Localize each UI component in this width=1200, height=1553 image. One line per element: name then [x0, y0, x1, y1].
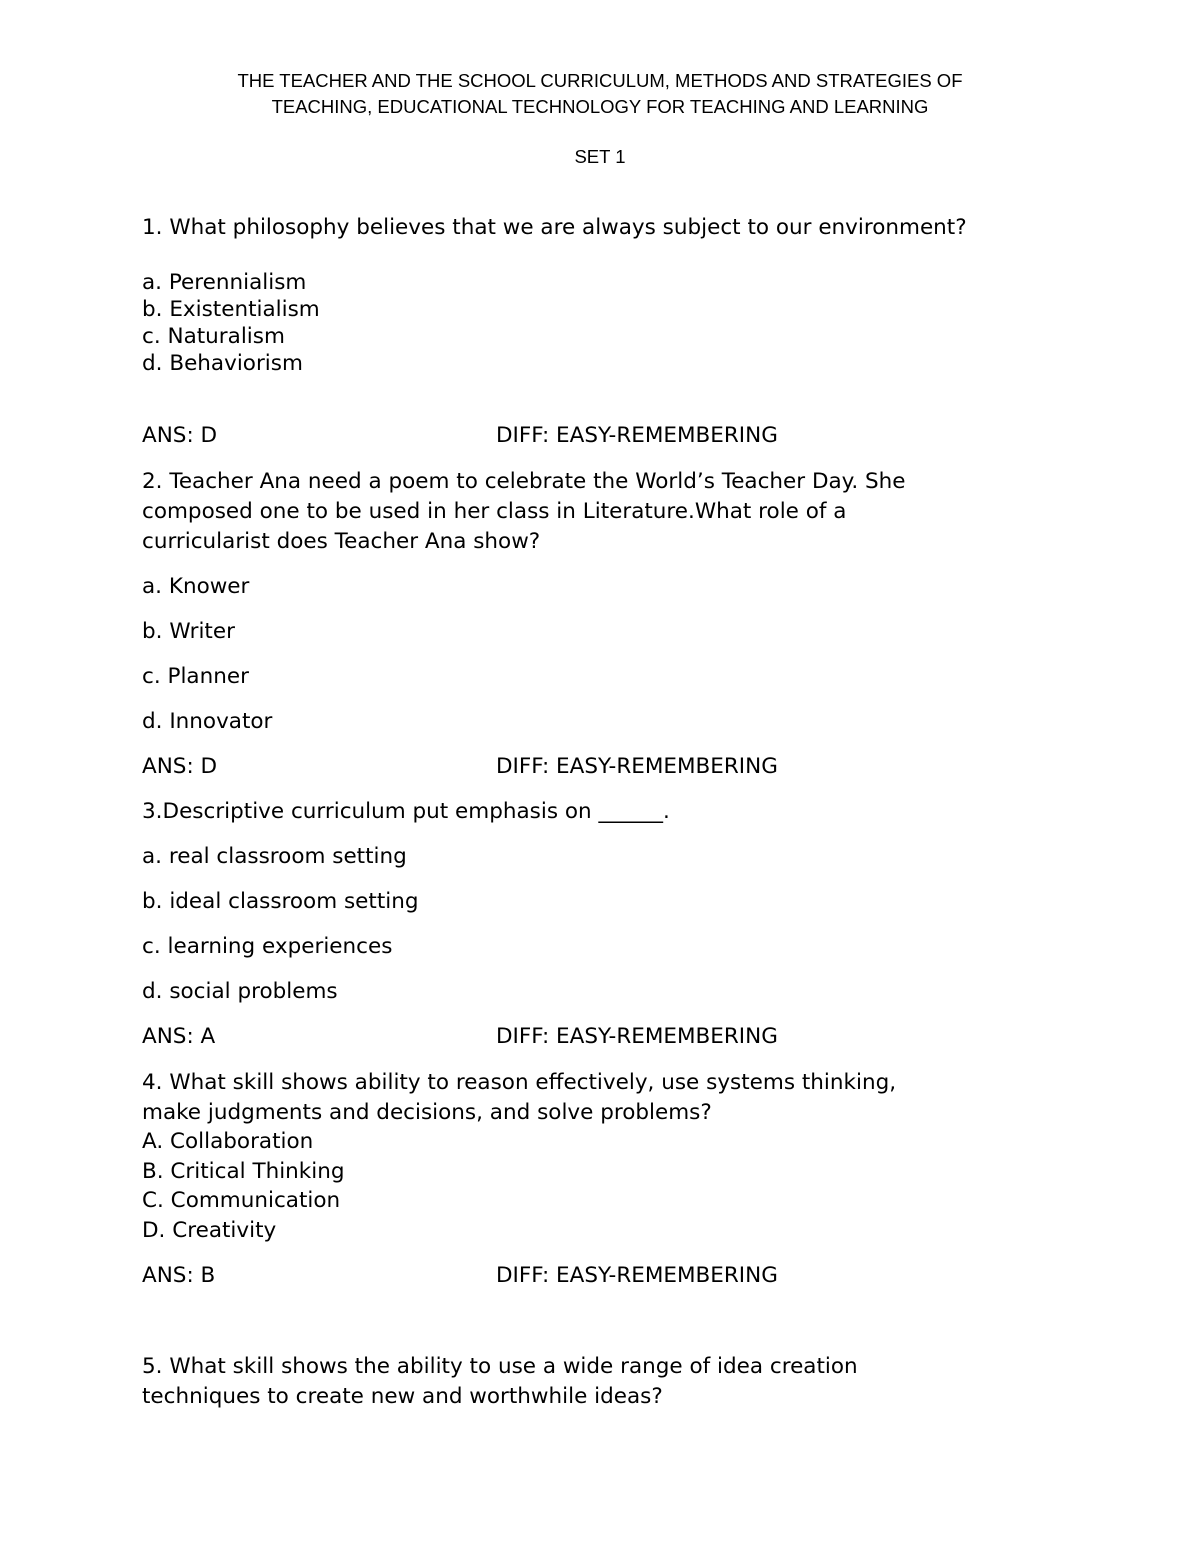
question-5-text: techniques to create new and worthwhile ideas?	[142, 1384, 663, 1409]
option: c. Planner	[142, 664, 249, 689]
question-2-text: 2. Teacher Ana need a poem to celebrate the World’s Teacher Day. She	[142, 469, 906, 494]
option: b. Writer	[142, 619, 235, 644]
option: b. ideal classroom setting	[142, 889, 419, 914]
option: D. Creativity	[142, 1218, 277, 1243]
option: C. Communication	[142, 1188, 341, 1213]
difficulty: DIFF: EASY-REMEMBERING	[496, 1263, 778, 1288]
option: c. Naturalism	[142, 324, 285, 349]
question-4-text: make judgments and decisions, and solve problems?	[142, 1100, 712, 1125]
question-2-text: curricularist does Teacher Ana show?	[142, 529, 541, 554]
question-1-text: 1. What philosophy believes that we are always subject to our environment?	[142, 215, 967, 240]
difficulty: DIFF: EASY-REMEMBERING	[496, 754, 778, 779]
answer: ANS: D	[142, 423, 218, 448]
option: a. Perennialism	[142, 270, 307, 295]
option: a. Knower	[142, 574, 250, 599]
option: b. Existentialism	[142, 297, 320, 322]
document-title-line-1: THE TEACHER AND THE SCHOOL CURRICULUM, METHODS AND STRATEGIES OF	[237, 70, 963, 91]
question-2-text: composed one to be used in her class in Literature.What role of a	[142, 499, 847, 524]
question-5-text: 5. What skill shows the ability to use a wide range of idea creation	[142, 1354, 858, 1379]
difficulty: DIFF: EASY-REMEMBERING	[496, 423, 778, 448]
answer: ANS: D	[142, 754, 218, 779]
question-3-text: 3.Descriptive curriculum put emphasis on ______.	[142, 799, 670, 824]
answer: ANS: B	[142, 1263, 216, 1288]
question-4-text: 4. What skill shows ability to reason effectively, use systems thinking,	[142, 1070, 897, 1095]
option: d. Innovator	[142, 709, 273, 734]
difficulty: DIFF: EASY-REMEMBERING	[496, 1024, 778, 1049]
option: d. social problems	[142, 979, 338, 1004]
set-label: SET 1	[574, 146, 626, 167]
document-title-line-2: TEACHING, EDUCATIONAL TECHNOLOGY FOR TEACHING AND LEARNING	[271, 96, 929, 117]
option: c. learning experiences	[142, 934, 393, 959]
option: B. Critical Thinking	[142, 1159, 345, 1184]
option: d. Behaviorism	[142, 351, 303, 376]
answer: ANS: A	[142, 1024, 216, 1049]
option: a. real classroom setting	[142, 844, 407, 869]
option: A. Collaboration	[142, 1129, 314, 1154]
